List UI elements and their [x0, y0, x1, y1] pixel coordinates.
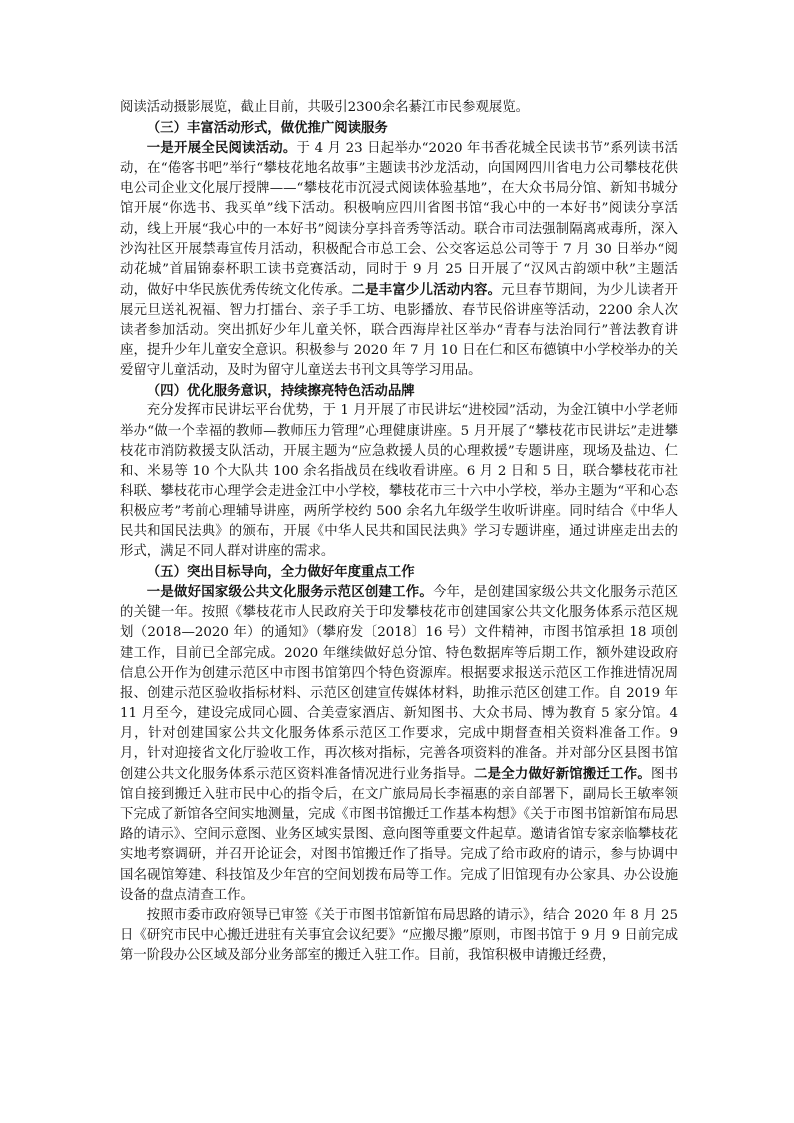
- section-heading-4: （四）优化服务意识，持续擦亮特色活动品牌: [146, 383, 415, 400]
- paragraph-continuation: [120, 98, 678, 118]
- text-run: 今年，是创建国家级公共文化服务示范区的关键一年。按照《攀枝花市人民政府关于印发攀枝花市创建国家公共文化服务体系示范区规划（2018—2020 年）的通知》（攀府发〔2018〕16 号）文件精神，市图书馆承担 18 项创建工作，目前已全部完成。2020 年继续做好总分馆、特色数据库等后期工作，额外建设政府信息公开作为创建示范区中市图书馆第四个特色资源库。根据要求报送示范区工作推进情况周报、创建示范区验收指标材料、示范区创建宣传媒体材料，助推示范区创建工作。自 2019 年 11 月至今，建设完成同心圆、合美壹家酒店、新知图书、大众书局、博为教育 5 家分馆。4 月，针对创建国家公共文化服务体系示范区工作要求，完成中期督查相关资料准备工作。9 月，针对迎接省文化厅验收工作，再次核对指标，完善各项资料的准备。并对部分区县图书馆创建公共文化服务体系示范区资料准备情况进行业务指导。: [120, 585, 679, 783]
- text-run: 阅读活动摄影展览，截止目前，共吸引2300余名綦江市民参观展览。: [120, 100, 530, 115]
- text-run: 元旦春节期间，为少儿读者开展元旦送礼祝福、智力打擂台、亲子手工坊、电影播放、春节民俗讲座等活动，2200 余人次读者参加活动。突出抓好少年儿童关怀，联合西海岸社区举办“青春与法治同行”普法教育讲座，提升少年儿童安全意识。积极参与 2020 年 7 月 10 日在仁和区布德镇中小学校举办的关爱留守儿童活动，及时为留守儿童送去书刊文具等学习用品。: [120, 282, 679, 379]
- section-heading-5: （五）突出目标导向，全力做好年度重点工作: [146, 564, 415, 581]
- text-run: 充分发挥市民讲坛平台优势，于 1 月开展了市民讲坛“进校园”活动，为金江镇中小学老师举办“做一个幸福的教师—教师压力管理”心理健康讲座。5 月开展了“攀枝花市民讲坛”走进攀枝花市消防救援支队活动，开展主题为“应急救援人员的心理救援”专题讲座，现场及盐边、仁和、米易等 10 个大队共 100 余名指战员在线收看讲座。6 月 2 日和 5 日，联合攀枝花市社科联、攀枝花市心理学会走进金江中小学校，攀枝花市三十六中小学校，举办主题为“平和心态 积极应考”考前心理辅导讲座，两所学校约 500 余名九年级学生收听讲座。同时结合《中华人民共和国民法典》的颁布，开展《中华人民共和国民法典》学习专题讲座，通过讲座走出去的形式，满足不同人群对讲座的需求。: [120, 403, 692, 560]
- text-run: 按照市委市政府领导已审签《关于市图书馆新馆布局思路的请示》，结合 2020 年 8 月 25 日《研究市民中心搬迁进驻有关事宜会议纪要》“应搬尽搬”原则，市图书馆于 9 月 9 日前完成第一阶段办公区域及部分业务部室的搬迁入驻工作。目前，我馆积极申请搬迁经费，: [120, 907, 678, 963]
- bold-run: 一是做好国家级公共文化服务示范区创建工作。: [146, 584, 433, 601]
- paragraph-reading-activities: [120, 138, 678, 381]
- paragraph-key-work: [120, 582, 678, 906]
- bold-run: 二是全力做好新馆搬迁工作。: [474, 766, 651, 783]
- bold-run: 二是丰富少儿活动内容。: [351, 281, 502, 298]
- paragraph-relocation: [120, 906, 678, 966]
- section-heading-3: （三）丰富活动形式，做优推广阅读服务: [146, 120, 388, 137]
- text-run: 图书馆自接到搬迁入驻市民中心的指令后，在文广旅局局长李福惠的亲自部署下，副局长王敏率领下完成了新馆各空间实地测量，完成《市图书馆搬迁工作基本构想》《关于市图书馆新馆布局思路的请示》、空间示意图、业务区域实景图、意向图等重要文件起草。邀请省馆专家亲临攀枝花实地考察调研，并召开论证会，对图书馆搬迁作了指导。完成了给市政府的请示，参与协调中国名砚馆筹建、科技馆及少年宫的空间划拨布局等工作。完成了旧馆现有办公家具、办公设施设备的盘点清查工作。: [120, 767, 679, 903]
- paragraph-lecture-forum: [120, 401, 692, 562]
- text-run: 于 4 月 23 日起举办“2020 年书香花城全民读书节”系列读书活动，在“倦客书吧”举行“攀枝花地名故事”主题读书沙龙活动，向国网四川省电力公司攀枝花供电公司企业文化展厅授牌——“攀枝花市沉浸式阅读体验基地”，在大众书局分馆、新知书城分馆开展“你选书、我买单”线下活动。积极响应四川省图书馆“我心中的一本好书”阅读分享活动，线上开展“我心中的一本好书”阅读分享抖音秀等活动。联合市司法强制隔离戒毒所，深入沙沟社区开展禁毒宣传月活动，积极配合市总工会、公交客运总公司等于 7 月 30 日举办“阅动花城”首届锦泰杯职工读书竞赛活动，同时于 9 月 25 日开展了“汉风古韵颂中秋”主题活动，做好中华民族优秀传统文化传承。: [120, 141, 678, 298]
- bold-run: 一是开展全民阅读活动。: [146, 140, 297, 157]
- document-page: [120, 98, 692, 966]
